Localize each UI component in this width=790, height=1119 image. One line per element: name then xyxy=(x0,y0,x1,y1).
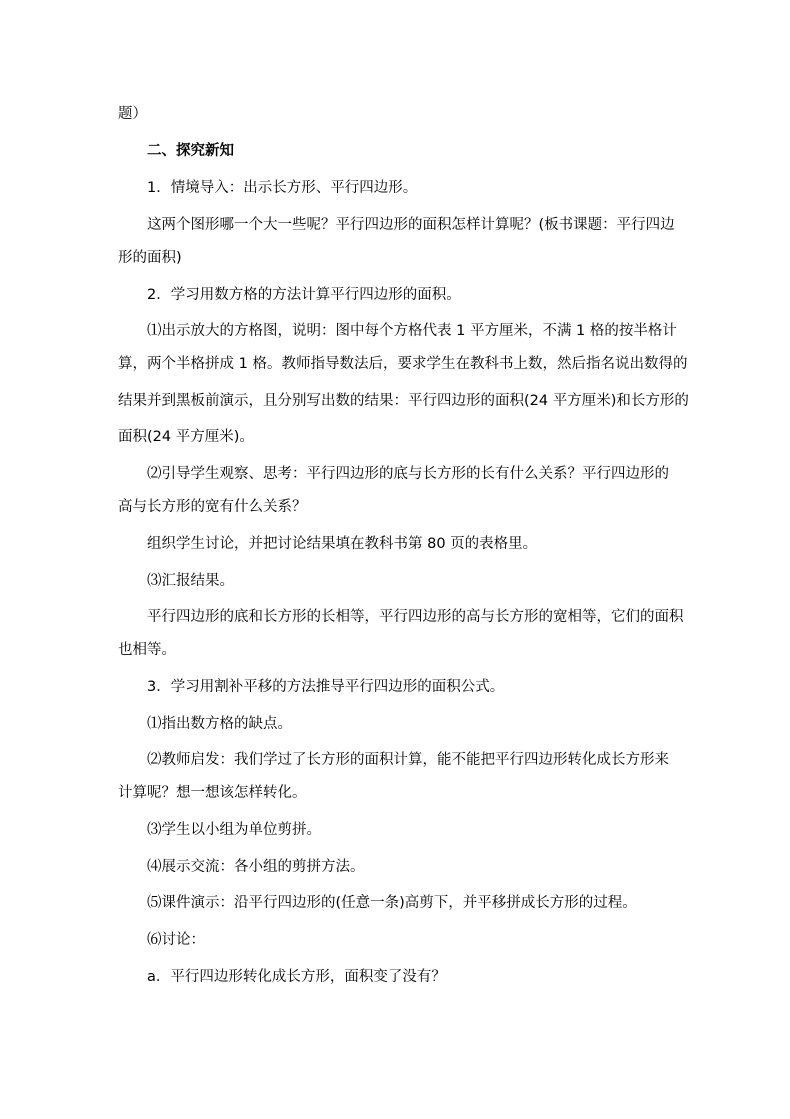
paragraph-line: 面积(24 平方厘米)。 xyxy=(118,429,254,445)
paragraph-line: 算，两个半格拼成 1 格。教师指导数法后，要求学生在教科书上数，然后指名说出数得的 xyxy=(118,356,688,372)
paragraph-line: ⑵引导学生观察、思考：平行四边形的底与长方形的长有什么关系？平行四边形的 xyxy=(147,466,669,482)
step-3-heading: 3．学习用割补平移的方法推导平行四边形的面积公式。 xyxy=(147,679,505,695)
paragraph-line: ⑶学生以小组为单位剪拼。 xyxy=(147,822,321,838)
section-heading: 二、探究新知 xyxy=(147,143,234,159)
paragraph-line: ⑴指出数方格的缺点。 xyxy=(147,716,292,732)
paragraph-line: ⑸课件演示：沿平行四边形的(任意一条)高剪下，并平移拼成长方形的过程。 xyxy=(147,895,637,911)
paragraph-line: ⑹讨论： xyxy=(147,932,205,948)
paragraph-line: ⑷展示交流：各小组的剪拼方法。 xyxy=(147,859,365,875)
step-2-heading: 2．学习用数方格的方法计算平行四边形的面积。 xyxy=(147,287,461,303)
paragraph-line: 结果并到黑板前演示，且分别写出数的结果：平行四边形的面积(24 平方厘米)和长方形的 xyxy=(118,393,689,409)
paragraph-line: 这两个图形哪一个大一些呢？平行四边形的面积怎样计算呢？(板书课题：平行四边 xyxy=(147,217,675,233)
paragraph-line: 高与长方形的宽有什么关系？ xyxy=(118,499,307,515)
paragraph-line: ⑴出示放大的方格图，说明：图中每个方格代表 1 平方厘米，不满 1 格的按半格计 xyxy=(147,323,677,339)
paragraph-line: 形的面积) xyxy=(118,250,182,266)
paragraph-line: 组织学生讨论，并把讨论结果填在教科书第 80 页的表格里。 xyxy=(147,536,538,552)
text-line-continuation: 题） xyxy=(118,106,147,122)
paragraph-line: 计算呢？想一想该怎样转化。 xyxy=(118,785,307,801)
paragraph-line: 平行四边形的底和长方形的长相等，平行四边形的高与长方形的宽相等，它们的面积 xyxy=(147,609,684,625)
paragraph-line: ⑵教师启发：我们学过了长方形的面积计算，能不能把平行四边形转化成长方形来 xyxy=(147,752,669,768)
step-1-heading: 1．情境导入：出示长方形、平行四边形。 xyxy=(147,180,418,196)
paragraph-line: ⑶汇报结果。 xyxy=(147,573,234,589)
paragraph-line: 也相等。 xyxy=(118,642,176,658)
paragraph-line: a．平行四边形转化成长方形，面积变了没有？ xyxy=(147,969,446,985)
